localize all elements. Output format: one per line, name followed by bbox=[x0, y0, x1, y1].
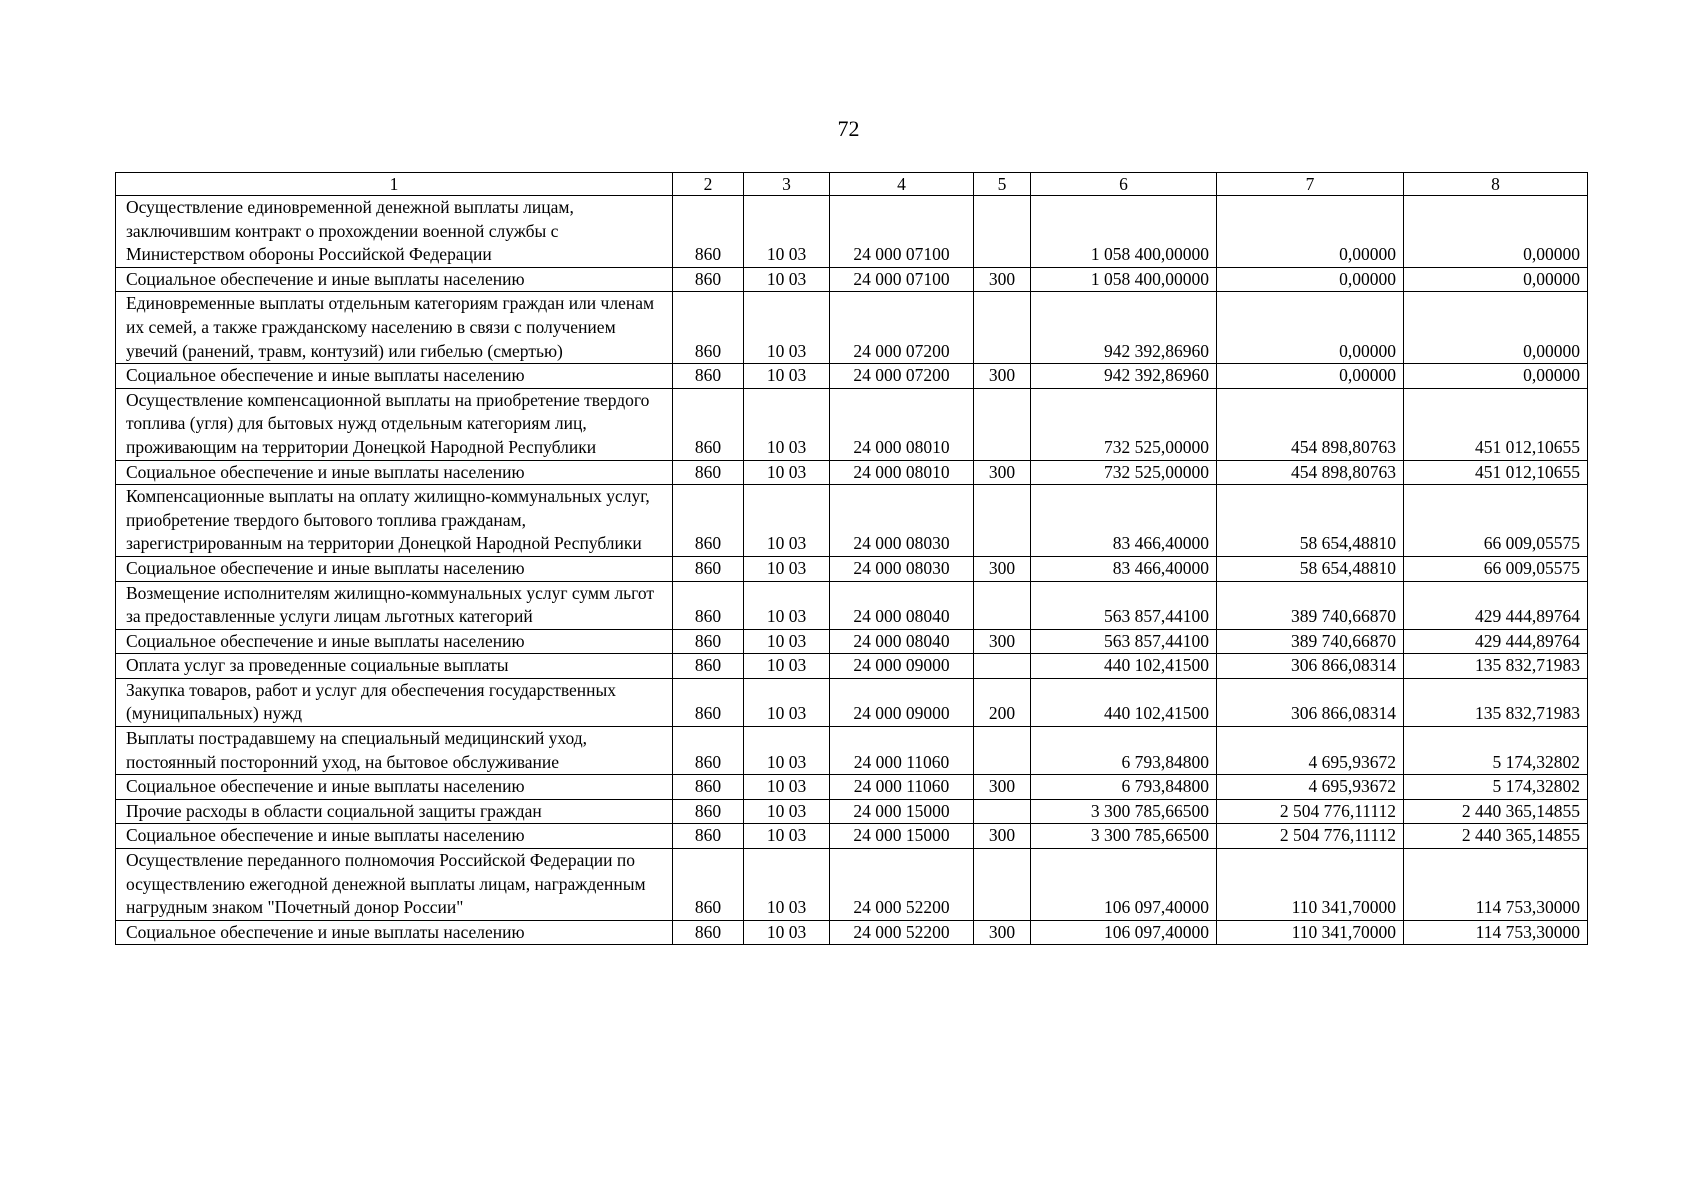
amount-year2-cell: 2 504 776,11112 bbox=[1217, 824, 1404, 849]
table-body bbox=[116, 196, 1588, 945]
expense-type-cell: 300 bbox=[974, 824, 1031, 849]
section-code-cell: 10 03 bbox=[744, 678, 830, 726]
item-name-cell: Осуществление переданного полномочия Российской Федерации по осуществлению ежегодной денежной выплаты лицам, награжденным нагрудным знаком "Почетный донор России" bbox=[116, 849, 673, 921]
expense-type-cell bbox=[974, 196, 1031, 268]
column-header: 3 bbox=[744, 173, 830, 196]
grbs-code-cell: 860 bbox=[673, 678, 744, 726]
target-article-cell: 24 000 52200 bbox=[830, 849, 974, 921]
target-article-cell: 24 000 09000 bbox=[830, 678, 974, 726]
item-name-cell: Единовременные выплаты отдельным категориям граждан или членам их семей, а также гражданскому населению в связи с получением увечий (ранений, травм, контузий) или гибелью (смертью) bbox=[116, 292, 673, 364]
grbs-code-cell: 860 bbox=[673, 849, 744, 921]
amount-year1-cell: 1 058 400,00000 bbox=[1031, 196, 1217, 268]
target-article-cell: 24 000 08030 bbox=[830, 485, 974, 557]
section-code-cell: 10 03 bbox=[744, 556, 830, 581]
section-code-cell: 10 03 bbox=[744, 727, 830, 775]
section-code-cell: 10 03 bbox=[744, 581, 830, 629]
expense-type-cell bbox=[974, 654, 1031, 679]
table-row bbox=[116, 364, 1588, 389]
section-code-cell: 10 03 bbox=[744, 460, 830, 485]
amount-year2-cell: 110 341,70000 bbox=[1217, 920, 1404, 945]
section-code-cell: 10 03 bbox=[744, 388, 830, 460]
page-number: 72 bbox=[837, 116, 860, 141]
amount-year1-cell: 440 102,41500 bbox=[1031, 654, 1217, 679]
grbs-code-cell: 860 bbox=[673, 460, 744, 485]
section-code-cell: 10 03 bbox=[744, 364, 830, 389]
item-name-cell: Социальное обеспечение и иные выплаты населению bbox=[116, 267, 673, 292]
grbs-code-cell: 860 bbox=[673, 388, 744, 460]
amount-year1-cell: 563 857,44100 bbox=[1031, 581, 1217, 629]
grbs-code-cell: 860 bbox=[673, 364, 744, 389]
amount-year1-cell: 3 300 785,66500 bbox=[1031, 824, 1217, 849]
section-code-cell: 10 03 bbox=[744, 775, 830, 800]
column-header: 1 bbox=[116, 173, 673, 196]
amount-year2-cell: 4 695,93672 bbox=[1217, 775, 1404, 800]
section-code-cell: 10 03 bbox=[744, 196, 830, 268]
expense-type-cell bbox=[974, 388, 1031, 460]
amount-year1-cell: 942 392,86960 bbox=[1031, 364, 1217, 389]
table-row bbox=[116, 629, 1588, 654]
grbs-code-cell: 860 bbox=[673, 920, 744, 945]
table-row bbox=[116, 196, 1588, 268]
table-row bbox=[116, 556, 1588, 581]
amount-year3-cell: 451 012,10655 bbox=[1404, 460, 1588, 485]
amount-year2-cell: 0,00000 bbox=[1217, 292, 1404, 364]
expense-type-cell: 200 bbox=[974, 678, 1031, 726]
amount-year1-cell: 83 466,40000 bbox=[1031, 556, 1217, 581]
amount-year2-cell: 110 341,70000 bbox=[1217, 849, 1404, 921]
item-name-cell: Социальное обеспечение и иные выплаты населению bbox=[116, 629, 673, 654]
amount-year1-cell: 732 525,00000 bbox=[1031, 460, 1217, 485]
table-row bbox=[116, 485, 1588, 557]
target-article-cell: 24 000 07200 bbox=[830, 364, 974, 389]
target-article-cell: 24 000 15000 bbox=[830, 799, 974, 824]
item-name-cell: Социальное обеспечение и иные выплаты населению bbox=[116, 556, 673, 581]
amount-year3-cell: 114 753,30000 bbox=[1404, 920, 1588, 945]
grbs-code-cell: 860 bbox=[673, 654, 744, 679]
amount-year3-cell: 0,00000 bbox=[1404, 267, 1588, 292]
expense-type-cell: 300 bbox=[974, 629, 1031, 654]
table-row bbox=[116, 849, 1588, 921]
target-article-cell: 24 000 11060 bbox=[830, 727, 974, 775]
grbs-code-cell: 860 bbox=[673, 775, 744, 800]
item-name-cell: Выплаты пострадавшему на специальный медицинский уход, постоянный посторонний уход, на бытовое обслуживание bbox=[116, 727, 673, 775]
target-article-cell: 24 000 07100 bbox=[830, 196, 974, 268]
column-header: 6 bbox=[1031, 173, 1217, 196]
target-article-cell: 24 000 52200 bbox=[830, 920, 974, 945]
amount-year1-cell: 440 102,41500 bbox=[1031, 678, 1217, 726]
section-code-cell: 10 03 bbox=[744, 292, 830, 364]
section-code-cell: 10 03 bbox=[744, 629, 830, 654]
amount-year3-cell: 429 444,89764 bbox=[1404, 581, 1588, 629]
expense-type-cell bbox=[974, 799, 1031, 824]
target-article-cell: 24 000 08010 bbox=[830, 388, 974, 460]
column-header: 4 bbox=[830, 173, 974, 196]
amount-year1-cell: 942 392,86960 bbox=[1031, 292, 1217, 364]
target-article-cell: 24 000 08040 bbox=[830, 581, 974, 629]
amount-year3-cell: 0,00000 bbox=[1404, 196, 1588, 268]
amount-year3-cell: 451 012,10655 bbox=[1404, 388, 1588, 460]
amount-year1-cell: 6 793,84800 bbox=[1031, 775, 1217, 800]
section-code-cell: 10 03 bbox=[744, 485, 830, 557]
column-header: 5 bbox=[974, 173, 1031, 196]
section-code-cell: 10 03 bbox=[744, 849, 830, 921]
section-code-cell: 10 03 bbox=[744, 824, 830, 849]
amount-year3-cell: 429 444,89764 bbox=[1404, 629, 1588, 654]
table-row bbox=[116, 727, 1588, 775]
amount-year1-cell: 106 097,40000 bbox=[1031, 920, 1217, 945]
target-article-cell: 24 000 09000 bbox=[830, 654, 974, 679]
table-row bbox=[116, 678, 1588, 726]
amount-year3-cell: 114 753,30000 bbox=[1404, 849, 1588, 921]
grbs-code-cell: 860 bbox=[673, 629, 744, 654]
amount-year3-cell: 66 009,05575 bbox=[1404, 485, 1588, 557]
target-article-cell: 24 000 08040 bbox=[830, 629, 974, 654]
item-name-cell: Осуществление компенсационной выплаты на приобретение твердого топлива (угля) для бытовых нужд отдельным категориям лиц, проживающим на территории Донецкой Народной Республики bbox=[116, 388, 673, 460]
grbs-code-cell: 860 bbox=[673, 799, 744, 824]
expense-type-cell: 300 bbox=[974, 920, 1031, 945]
amount-year3-cell: 0,00000 bbox=[1404, 364, 1588, 389]
section-code-cell: 10 03 bbox=[744, 267, 830, 292]
item-name-cell: Компенсационные выплаты на оплату жилищно-коммунальных услуг, приобретение твердого бытового топлива гражданам, зарегистрированным на территории Донецкой Народной Республики bbox=[116, 485, 673, 557]
amount-year2-cell: 454 898,80763 bbox=[1217, 460, 1404, 485]
grbs-code-cell: 860 bbox=[673, 581, 744, 629]
table-row bbox=[116, 824, 1588, 849]
item-name-cell: Социальное обеспечение и иные выплаты населению bbox=[116, 775, 673, 800]
item-name-cell: Закупка товаров, работ и услуг для обеспечения государственных (муниципальных) нужд bbox=[116, 678, 673, 726]
section-code-cell: 10 03 bbox=[744, 799, 830, 824]
expense-type-cell: 300 bbox=[974, 556, 1031, 581]
header-row bbox=[116, 173, 1588, 196]
amount-year2-cell: 306 866,08314 bbox=[1217, 678, 1404, 726]
expense-type-cell bbox=[974, 727, 1031, 775]
amount-year2-cell: 4 695,93672 bbox=[1217, 727, 1404, 775]
expense-type-cell bbox=[974, 292, 1031, 364]
item-name-cell: Возмещение исполнителям жилищно-коммунальных услуг сумм льгот за предоставленные услуги лицам льготных категорий bbox=[116, 581, 673, 629]
amount-year2-cell: 0,00000 bbox=[1217, 196, 1404, 268]
amount-year2-cell: 58 654,48810 bbox=[1217, 556, 1404, 581]
amount-year2-cell: 454 898,80763 bbox=[1217, 388, 1404, 460]
item-name-cell: Социальное обеспечение и иные выплаты населению bbox=[116, 364, 673, 389]
grbs-code-cell: 860 bbox=[673, 267, 744, 292]
amount-year1-cell: 563 857,44100 bbox=[1031, 629, 1217, 654]
item-name-cell: Осуществление единовременной денежной выплаты лицам, заключившим контракт о прохождении военной службы с Министерством обороны Российской Федерации bbox=[116, 196, 673, 268]
target-article-cell: 24 000 08030 bbox=[830, 556, 974, 581]
item-name-cell: Социальное обеспечение и иные выплаты населению bbox=[116, 824, 673, 849]
amount-year3-cell: 135 832,71983 bbox=[1404, 654, 1588, 679]
amount-year1-cell: 1 058 400,00000 bbox=[1031, 267, 1217, 292]
amount-year3-cell: 0,00000 bbox=[1404, 292, 1588, 364]
item-name-cell: Прочие расходы в области социальной защиты граждан bbox=[116, 799, 673, 824]
table-row bbox=[116, 460, 1588, 485]
expense-type-cell bbox=[974, 485, 1031, 557]
amount-year2-cell: 0,00000 bbox=[1217, 364, 1404, 389]
amount-year3-cell: 66 009,05575 bbox=[1404, 556, 1588, 581]
amount-year2-cell: 389 740,66870 bbox=[1217, 581, 1404, 629]
grbs-code-cell: 860 bbox=[673, 196, 744, 268]
amount-year2-cell: 58 654,48810 bbox=[1217, 485, 1404, 557]
item-name-cell: Оплата услуг за проведенные социальные выплаты bbox=[116, 654, 673, 679]
table-row bbox=[116, 799, 1588, 824]
amount-year1-cell: 732 525,00000 bbox=[1031, 388, 1217, 460]
grbs-code-cell: 860 bbox=[673, 485, 744, 557]
amount-year1-cell: 106 097,40000 bbox=[1031, 849, 1217, 921]
amount-year3-cell: 5 174,32802 bbox=[1404, 775, 1588, 800]
expense-type-cell bbox=[974, 849, 1031, 921]
column-header: 2 bbox=[673, 173, 744, 196]
expense-type-cell bbox=[974, 581, 1031, 629]
grbs-code-cell: 860 bbox=[673, 556, 744, 581]
target-article-cell: 24 000 11060 bbox=[830, 775, 974, 800]
grbs-code-cell: 860 bbox=[673, 292, 744, 364]
table-row bbox=[116, 292, 1588, 364]
item-name-cell: Социальное обеспечение и иные выплаты населению bbox=[116, 920, 673, 945]
expense-type-cell: 300 bbox=[974, 267, 1031, 292]
table-row bbox=[116, 920, 1588, 945]
amount-year2-cell: 0,00000 bbox=[1217, 267, 1404, 292]
item-name-cell: Социальное обеспечение и иные выплаты населению bbox=[116, 460, 673, 485]
amount-year3-cell: 2 440 365,14855 bbox=[1404, 799, 1588, 824]
target-article-cell: 24 000 08010 bbox=[830, 460, 974, 485]
column-header: 7 bbox=[1217, 173, 1404, 196]
expense-type-cell: 300 bbox=[974, 364, 1031, 389]
table-row bbox=[116, 267, 1588, 292]
amount-year2-cell: 2 504 776,11112 bbox=[1217, 799, 1404, 824]
expense-type-cell: 300 bbox=[974, 460, 1031, 485]
amount-year2-cell: 306 866,08314 bbox=[1217, 654, 1404, 679]
grbs-code-cell: 860 bbox=[673, 824, 744, 849]
expense-type-cell: 300 bbox=[974, 775, 1031, 800]
section-code-cell: 10 03 bbox=[744, 654, 830, 679]
budget-table bbox=[115, 172, 1588, 945]
target-article-cell: 24 000 07200 bbox=[830, 292, 974, 364]
amount-year3-cell: 2 440 365,14855 bbox=[1404, 824, 1588, 849]
amount-year3-cell: 135 832,71983 bbox=[1404, 678, 1588, 726]
table-row bbox=[116, 775, 1588, 800]
table-row bbox=[116, 388, 1588, 460]
table-row bbox=[116, 654, 1588, 679]
grbs-code-cell: 860 bbox=[673, 727, 744, 775]
table-row bbox=[116, 581, 1588, 629]
target-article-cell: 24 000 15000 bbox=[830, 824, 974, 849]
target-article-cell: 24 000 07100 bbox=[830, 267, 974, 292]
column-header: 8 bbox=[1404, 173, 1588, 196]
amount-year1-cell: 83 466,40000 bbox=[1031, 485, 1217, 557]
amount-year3-cell: 5 174,32802 bbox=[1404, 727, 1588, 775]
amount-year1-cell: 3 300 785,66500 bbox=[1031, 799, 1217, 824]
amount-year1-cell: 6 793,84800 bbox=[1031, 727, 1217, 775]
section-code-cell: 10 03 bbox=[744, 920, 830, 945]
amount-year2-cell: 389 740,66870 bbox=[1217, 629, 1404, 654]
